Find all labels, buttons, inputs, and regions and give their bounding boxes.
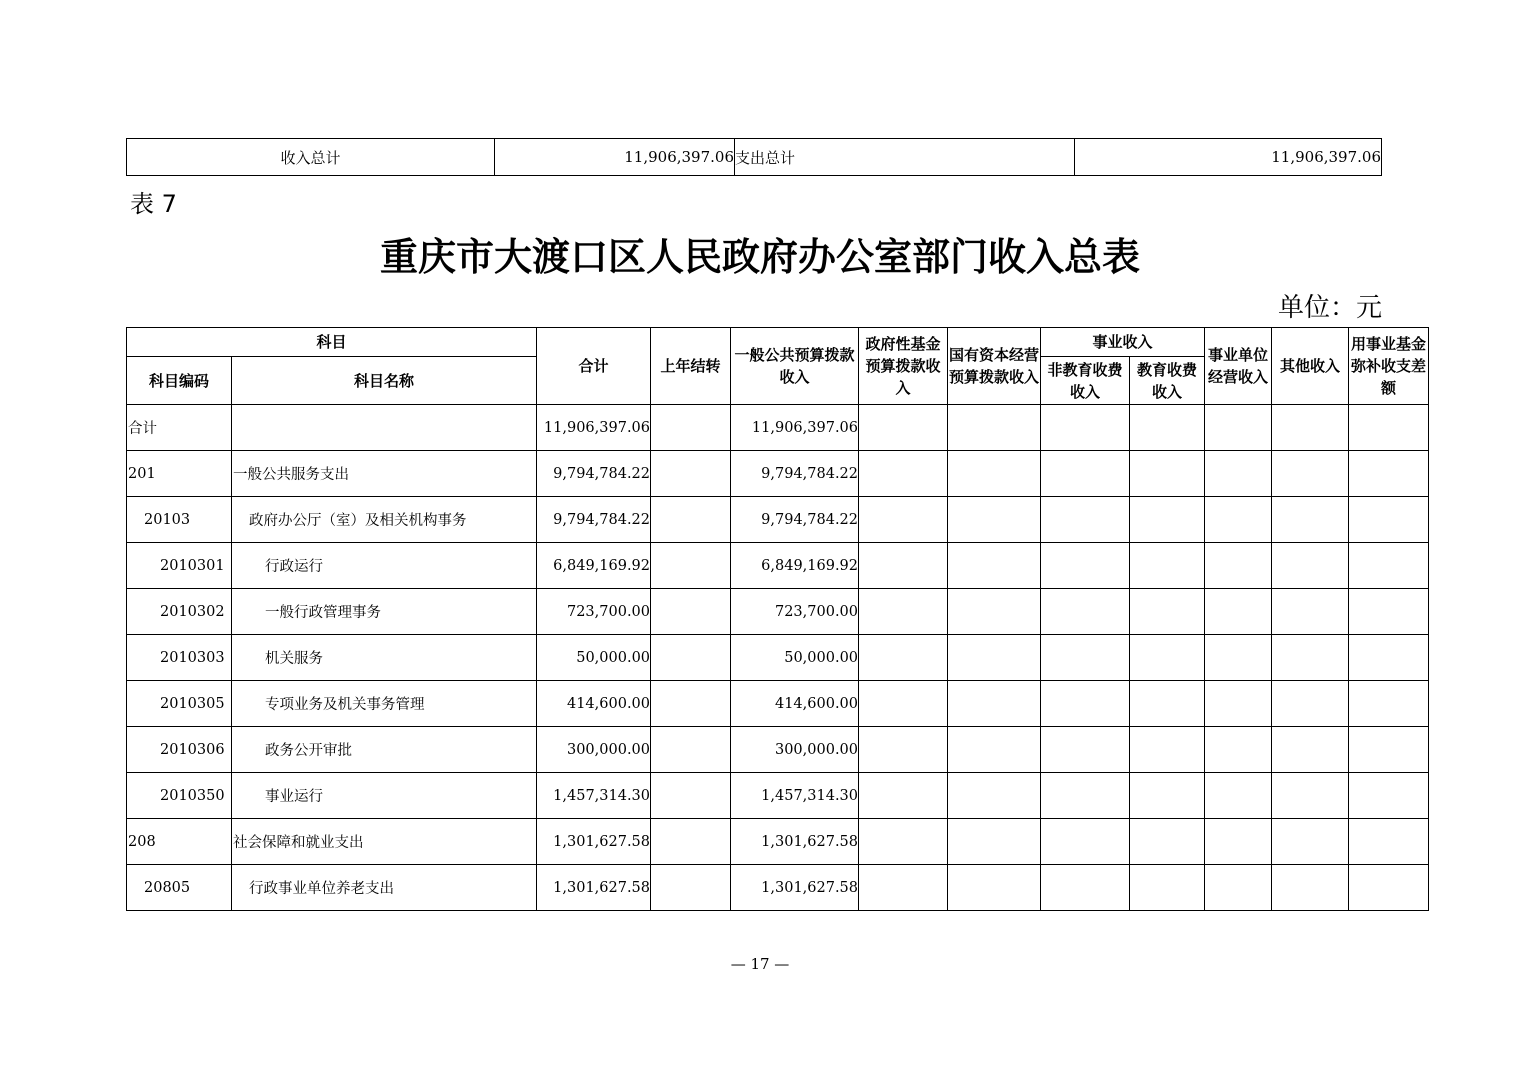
row-general: 11,906,397.06 (731, 405, 859, 451)
row-fund-supplement (1349, 727, 1429, 773)
row-other (1272, 497, 1349, 543)
row-gov-fund (859, 727, 948, 773)
row-general: 723,700.00 (731, 589, 859, 635)
row-other (1272, 405, 1349, 451)
row-gov-fund (859, 543, 948, 589)
row-total: 1,301,627.58 (537, 819, 651, 865)
row-code: 合计 (127, 405, 232, 451)
row-other (1272, 589, 1349, 635)
row-total: 50,000.00 (537, 635, 651, 681)
row-gov-fund (859, 589, 948, 635)
table-row (127, 865, 1429, 911)
header-business-income: 事业收入 (1041, 328, 1205, 357)
row-non-edu-fee (1041, 497, 1130, 543)
row-non-edu-fee (1041, 865, 1130, 911)
row-business-unit (1205, 589, 1272, 635)
row-non-edu-fee (1041, 819, 1130, 865)
row-fund-supplement (1349, 773, 1429, 819)
table-row (127, 773, 1429, 819)
row-business-unit (1205, 635, 1272, 681)
table-row (127, 635, 1429, 681)
row-prior-year (651, 773, 731, 819)
row-general: 300,000.00 (731, 727, 859, 773)
row-state-capital (948, 451, 1041, 497)
unit-label: 单位：元 (1277, 293, 1382, 323)
row-prior-year (651, 635, 731, 681)
row-business-unit (1205, 773, 1272, 819)
row-gov-fund (859, 635, 948, 681)
row-name: 政府办公厅（室）及相关机构事务 (232, 497, 537, 543)
row-fund-supplement (1349, 635, 1429, 681)
header-subject: 科目 (127, 328, 537, 357)
header-edu-fee: 教育收费收入 (1130, 357, 1205, 405)
row-other (1272, 543, 1349, 589)
row-general: 9,794,784.22 (731, 451, 859, 497)
row-fund-supplement (1349, 865, 1429, 911)
row-state-capital (948, 819, 1041, 865)
table-row (127, 497, 1429, 543)
row-total: 723,700.00 (537, 589, 651, 635)
income-summary-table (126, 327, 1429, 911)
row-name: 一般行政管理事务 (232, 589, 537, 635)
row-state-capital (948, 681, 1041, 727)
row-general: 1,457,314.30 (731, 773, 859, 819)
row-prior-year (651, 405, 731, 451)
row-code: 2010303 (127, 635, 232, 681)
row-general: 9,794,784.22 (731, 497, 859, 543)
row-business-unit (1205, 819, 1272, 865)
row-edu-fee (1130, 635, 1205, 681)
row-general: 6,849,169.92 (731, 543, 859, 589)
row-prior-year (651, 589, 731, 635)
row-business-unit (1205, 727, 1272, 773)
row-state-capital (948, 543, 1041, 589)
header-gov-fund: 政府性基金预算拨款收入 (859, 328, 948, 405)
row-code: 201 (127, 451, 232, 497)
row-business-unit (1205, 865, 1272, 911)
row-gov-fund (859, 681, 948, 727)
row-non-edu-fee (1041, 451, 1130, 497)
row-state-capital (948, 635, 1041, 681)
row-code: 20805 (127, 865, 232, 911)
page-number: — 17 — (730, 955, 790, 973)
row-other (1272, 819, 1349, 865)
row-fund-supplement (1349, 819, 1429, 865)
row-gov-fund (859, 865, 948, 911)
row-non-edu-fee (1041, 773, 1130, 819)
header-state-capital: 国有资本经营预算拨款收入 (948, 328, 1041, 405)
row-edu-fee (1130, 497, 1205, 543)
table-row (127, 405, 1429, 451)
row-state-capital (948, 589, 1041, 635)
header-business-unit-operation: 事业单位经营收入 (1205, 328, 1272, 405)
header-prior-year-carryover: 上年结转 (651, 328, 731, 405)
table-row (127, 543, 1429, 589)
header-subject-code: 科目编码 (127, 357, 232, 405)
row-fund-supplement (1349, 497, 1429, 543)
totals-summary-strip (126, 138, 1382, 176)
row-business-unit (1205, 497, 1272, 543)
income-total-value: 11,906,397.06 (495, 139, 735, 176)
table-number: 表 7 (130, 190, 177, 218)
row-other (1272, 635, 1349, 681)
row-edu-fee (1130, 681, 1205, 727)
row-other (1272, 681, 1349, 727)
row-code: 208 (127, 819, 232, 865)
row-other (1272, 865, 1349, 911)
row-state-capital (948, 773, 1041, 819)
row-code: 2010301 (127, 543, 232, 589)
row-business-unit (1205, 681, 1272, 727)
row-edu-fee (1130, 773, 1205, 819)
row-state-capital (948, 497, 1041, 543)
table-row (127, 589, 1429, 635)
row-state-capital (948, 405, 1041, 451)
row-name (232, 405, 537, 451)
row-non-edu-fee (1041, 727, 1130, 773)
row-total: 11,906,397.06 (537, 405, 651, 451)
row-fund-supplement (1349, 681, 1429, 727)
row-total: 6,849,169.92 (537, 543, 651, 589)
row-total: 9,794,784.22 (537, 497, 651, 543)
row-non-edu-fee (1041, 543, 1130, 589)
row-general: 50,000.00 (731, 635, 859, 681)
table-row (127, 451, 1429, 497)
expense-total-label: 支出总计 (735, 139, 1075, 176)
row-name: 事业运行 (232, 773, 537, 819)
income-total-label: 收入总计 (127, 139, 495, 176)
row-general: 414,600.00 (731, 681, 859, 727)
row-fund-supplement (1349, 589, 1429, 635)
row-total: 9,794,784.22 (537, 451, 651, 497)
row-name: 政务公开审批 (232, 727, 537, 773)
row-code: 2010305 (127, 681, 232, 727)
row-name: 专项业务及机关事务管理 (232, 681, 537, 727)
row-non-edu-fee (1041, 405, 1130, 451)
table-row (127, 681, 1429, 727)
row-gov-fund (859, 819, 948, 865)
table-row (127, 819, 1429, 865)
header-total: 合计 (537, 328, 651, 405)
row-prior-year (651, 727, 731, 773)
expense-total-value: 11,906,397.06 (1075, 139, 1382, 176)
row-business-unit (1205, 543, 1272, 589)
row-gov-fund (859, 773, 948, 819)
page-title: 重庆市大渡口区人民政府办公室部门收入总表 (379, 234, 1140, 279)
row-prior-year (651, 497, 731, 543)
row-edu-fee (1130, 543, 1205, 589)
row-edu-fee (1130, 727, 1205, 773)
header-fund-supplement: 用事业基金弥补收支差额 (1349, 328, 1429, 405)
row-code: 2010306 (127, 727, 232, 773)
row-edu-fee (1130, 405, 1205, 451)
row-name: 行政事业单位养老支出 (232, 865, 537, 911)
header-non-edu-fee: 非教育收费收入 (1041, 357, 1130, 405)
row-prior-year (651, 451, 731, 497)
row-non-edu-fee (1041, 635, 1130, 681)
row-name: 社会保障和就业支出 (232, 819, 537, 865)
row-name: 机关服务 (232, 635, 537, 681)
row-code: 2010350 (127, 773, 232, 819)
header-other-income: 其他收入 (1272, 328, 1349, 405)
row-name: 行政运行 (232, 543, 537, 589)
row-other (1272, 773, 1349, 819)
row-other (1272, 451, 1349, 497)
table-row (127, 727, 1429, 773)
row-edu-fee (1130, 451, 1205, 497)
row-code: 20103 (127, 497, 232, 543)
row-prior-year (651, 865, 731, 911)
row-gov-fund (859, 405, 948, 451)
row-fund-supplement (1349, 451, 1429, 497)
row-gov-fund (859, 451, 948, 497)
row-prior-year (651, 681, 731, 727)
row-total: 414,600.00 (537, 681, 651, 727)
row-edu-fee (1130, 865, 1205, 911)
row-general: 1,301,627.58 (731, 865, 859, 911)
row-gov-fund (859, 497, 948, 543)
header-general-budget: 一般公共预算拨款收入 (731, 328, 859, 405)
row-total: 1,457,314.30 (537, 773, 651, 819)
row-code: 2010302 (127, 589, 232, 635)
row-edu-fee (1130, 819, 1205, 865)
row-total: 300,000.00 (537, 727, 651, 773)
row-total: 1,301,627.58 (537, 865, 651, 911)
row-prior-year (651, 543, 731, 589)
row-other (1272, 727, 1349, 773)
row-state-capital (948, 727, 1041, 773)
row-state-capital (948, 865, 1041, 911)
row-fund-supplement (1349, 543, 1429, 589)
row-business-unit (1205, 451, 1272, 497)
row-non-edu-fee (1041, 681, 1130, 727)
row-business-unit (1205, 405, 1272, 451)
row-fund-supplement (1349, 405, 1429, 451)
row-edu-fee (1130, 589, 1205, 635)
header-subject-name: 科目名称 (232, 357, 537, 405)
row-name: 一般公共服务支出 (232, 451, 537, 497)
row-general: 1,301,627.58 (731, 819, 859, 865)
row-prior-year (651, 819, 731, 865)
row-non-edu-fee (1041, 589, 1130, 635)
